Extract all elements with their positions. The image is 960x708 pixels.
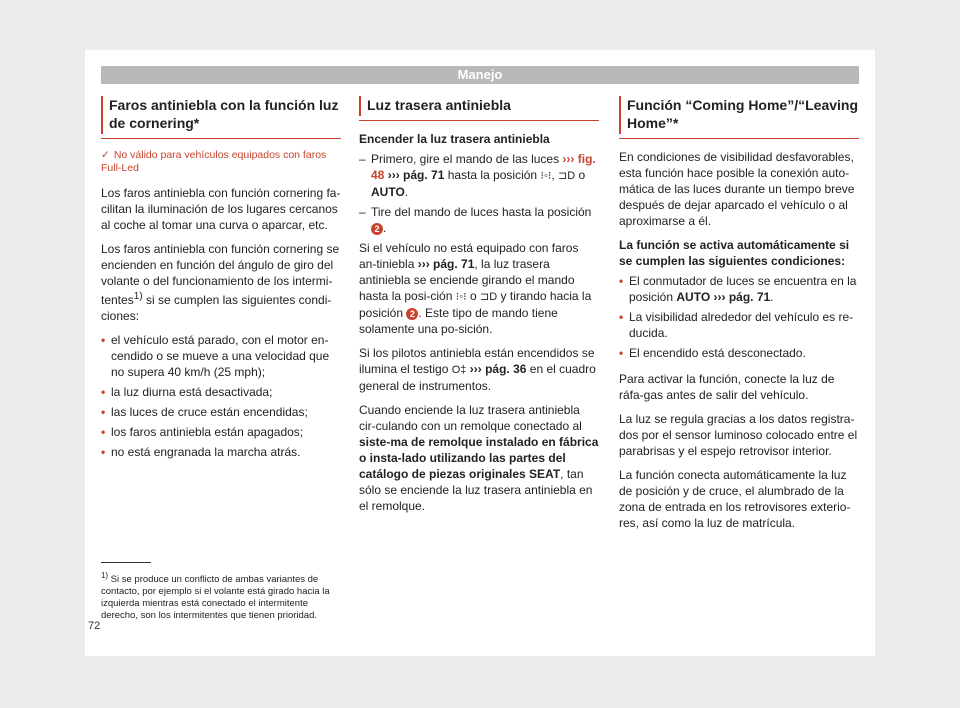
list-item: • La visibilidad alrededor del vehículo es re-ducida. <box>619 309 859 341</box>
auto-icon: AUTO <box>676 290 711 304</box>
rear-fog-warning-icon: O‡ <box>451 364 467 376</box>
list-item: • el vehículo está parado, con el motor en-cendido o se mueve a una velocidad que no supera 40 km/h (25 mph); <box>101 332 341 380</box>
list-item: • la luz diurna está desactivada; <box>101 384 341 400</box>
page-link[interactable]: ››› pág. 36 <box>469 362 527 376</box>
heading-coming-home: Función “Coming Home”/“Leaving Home”* <box>619 96 859 139</box>
paragraph: Para activar la función, conecte la luz de ráfa-gas antes de salir del vehículo. <box>619 372 835 402</box>
paragraph: Cuando enciende la luz trasera antiniebla cir-culando con un remolque conectado al siste-ma de remolque instalado en fábrica o insta-lado utilizando las partes del catálogo de piezas originales SEAT, tan sólo se enciende la luz trasera antiniebla en el remolque. <box>359 403 599 513</box>
page-link[interactable]: ››› pág. 71 <box>387 168 445 182</box>
heading-cornering: Faros antiniebla con la función luz de cornering* <box>101 96 341 139</box>
side-light-icon: ⁝◦⁝ <box>455 291 467 303</box>
paragraph: Los faros antiniebla con función cornering se encienden en función del ángulo de giro del volante o del funcionamiento de los intermi-tentes$^{1)}$ si se cumplen las siguientes condi-ciones: <box>101 242 340 323</box>
section-header: Manejo <box>101 66 859 84</box>
paragraph: Los faros antiniebla con función cornering fa-cilitan la iluminación de los lugares cercanos al coche al tomar una curva o aparcar, etc. <box>101 186 341 232</box>
position-marker: 2 <box>371 223 383 235</box>
footnote-ref: 1) <box>133 291 143 302</box>
paragraph: Si los pilotos antiniebla están encendidos se ilumina el testigo O‡ ››› pág. 36 en el cuadro general de instrumentos. <box>359 346 596 393</box>
heading-rear-fog: Luz trasera antiniebla <box>359 96 599 121</box>
note-full-led: ✓ No válido para vehículos equipados con faros Full-Led <box>101 149 327 174</box>
paragraph: En condiciones de visibilidad desfavorables, esta función hace posible la conexión auto-mática de las luces durante un tiempo breve después de dejar aparcado el vehículo o al aproximarse a él. <box>619 150 855 228</box>
page-number: 72 <box>88 620 101 632</box>
subheading: Encender la luz trasera antiniebla <box>359 132 550 146</box>
page-link[interactable]: ››› pág. 71 <box>713 290 771 304</box>
footnote: $^{1)}$ Si se produce un conflicto de ambas variantes de contacto, por ejemplo si el volante está girado hacia la izquierda mientras está conectado el intermitente derecho, son los intermitentes que tienen prioridad. <box>101 571 330 622</box>
paragraph: La luz se regula gracias a los datos registra-dos por el sensor luminoso colocado entre el parabrisas y el espejo retrovisor interior. <box>619 412 858 458</box>
list-item: • no está engranada la marcha atrás. <box>101 444 341 460</box>
step-item: – Primero, gire el mando de las luces ››› fig. 48 ››› pág. 71 hasta la posición ⁝◦⁝, ⊐D o AUTO. <box>359 151 599 200</box>
footnote-divider <box>101 562 151 563</box>
subheading: La función se activa automáticamente si se cumplen las siguientes condiciones: <box>619 238 850 268</box>
fog-light-icon: ⊐D <box>480 291 498 303</box>
position-marker: 2 <box>406 308 418 320</box>
paragraph: La función conecta automáticamente la luz de posición y de cruce, el alumbrado de la zona de entrada en los retrovisores exterio-res, así como la luz de matrícula. <box>619 468 851 530</box>
auto-icon: AUTO <box>371 185 405 199</box>
checkmark-icon: ✓ <box>101 149 110 161</box>
list-item: • las luces de cruce están encendidas; <box>101 404 341 420</box>
column-coming-home <box>619 96 859 539</box>
side-light-icon: ⁝◦⁝ <box>540 170 552 182</box>
figure-link[interactable]: ››› fig. 48 <box>371 152 596 182</box>
list-item: • El conmutador de luces se encuentra en la posición AUTO ››› pág. 71. <box>619 273 859 305</box>
paragraph: Si el vehículo no está equipado con faros an-tiniebla ››› pág. 71, la luz trasera antiniebla se enciende girando el mando hasta la posi-ción ⁝◦⁝ o ⊐D y tirando hacia la posición 2 . Este tipo de mando tiene solamente una po-sición. <box>359 241 592 336</box>
column-rear-fog <box>359 96 599 522</box>
column-cornering <box>101 96 341 464</box>
page-link[interactable]: ››› pág. 71 <box>417 257 475 271</box>
list-item: • El encendido está desconectado. <box>619 345 859 361</box>
list-item: • los faros antiniebla están apagados; <box>101 424 341 440</box>
step-item: – Tire del mando de luces hasta la posición 2 . <box>359 204 599 236</box>
fog-light-icon: ⊐D <box>558 170 576 182</box>
